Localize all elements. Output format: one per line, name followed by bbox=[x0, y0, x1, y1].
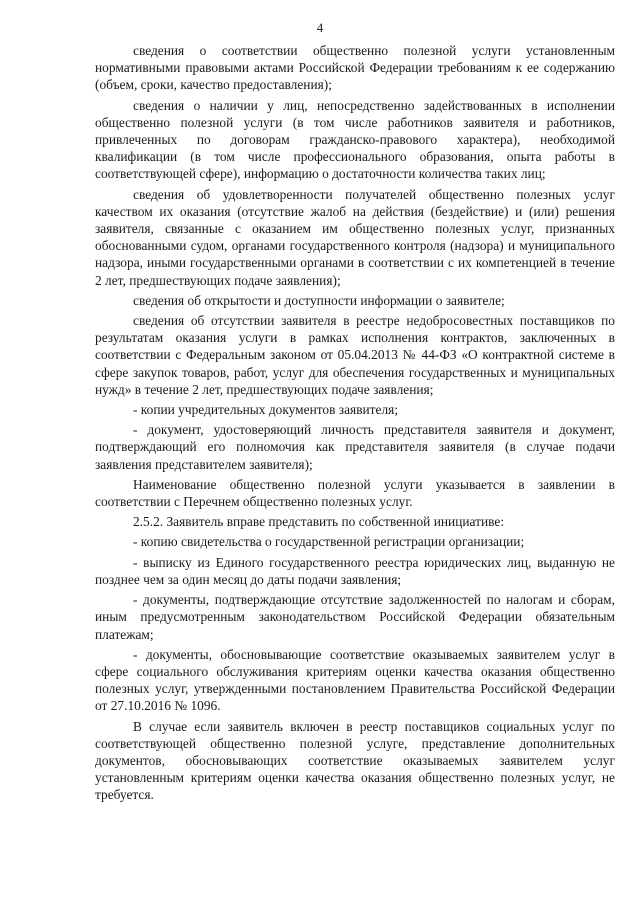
paragraph-service-name: Наименование общественно полезной услуги указывается в заявлении в соответствии с Перечнем общественно полезных услуг. bbox=[95, 476, 615, 510]
paragraph-unfair-suppliers-registry: сведения об отсутствии заявителя в реестре недобросовестных поставщиков по результатам оказания услуги в рамках исполнения контрактов, заключенных в соответствии с Федеральным законом от 05.04.2013 № 44-ФЗ «О контрактной системе в сфере закупок товаров, работ, услуг для обеспечения государственных и муниципальных нужд» в течение 2 лет, предшествующих подаче заявления; bbox=[95, 313, 615, 397]
paragraph-representative-identity: - документ, удостоверяющий личность представителя заявителя и документ, подтверждающий его полномочия как представителя заявителя (в случае подачи заявления представителем заявителя); bbox=[95, 422, 615, 472]
page-number: 4 bbox=[316, 20, 324, 35]
paragraph-registry-exemption: В случае если заявитель включен в реестр поставщиков социальных услуг по соответствующей общественно полезной услуге, представление дополнительных документов, обосновывающих соответствие оказываемых заявителем услуг установленным критериям оценки качества оказания общественно полезных услуг, не требуется. bbox=[95, 718, 615, 803]
paragraph-section-2-5-2: 2.5.2. Заявитель вправе представить по собственной инициативе: bbox=[133, 514, 505, 530]
document-body bbox=[95, 42, 615, 804]
paragraph-registration-certificate: - копию свидетельства о государственной регистрации организации; bbox=[133, 534, 525, 550]
paragraph-quality-criteria-documents: - документы, обосновывающие соответствие оказываемых заявителем услуг в сфере социального обслуживания критериям оценки качества оказания общественно полезных услуг, утвержденными постановлением Правительства Российской Федерации от 27.10.2016 № 1096. bbox=[95, 646, 615, 714]
paragraph-no-tax-debts: - документы, подтверждающие отсутствие задолженностей по налогам и сборам, иным предусмотренным законодательством Российской Федерации обязательным платежам; bbox=[95, 592, 615, 642]
paragraph-recipient-satisfaction: сведения об удовлетворенности получателей общественно полезных услуг качеством их оказания (отсутствие жалоб на действия (бездействие) и (или) решения заявителя, связанные с оказанием им общественно полезных услуг, признанных обоснованными судом, органами государственного контроля (надзора) и муниципального надзора, иными государственными органами в соответствии с их компетенцией в течение 2 лет, предшествующих подаче заявления); bbox=[95, 186, 615, 288]
paragraph-founding-documents: - копии учредительных документов заявителя; bbox=[133, 402, 399, 418]
paragraph-legal-entities-extract: - выписку из Единого государственного реестра юридических лиц, выданную не позднее чем за один месяц до даты подачи заявления; bbox=[95, 554, 615, 587]
paragraph-openness-info: сведения об открытости и доступности информации о заявителе; bbox=[133, 292, 505, 308]
paragraph-staff-qualification: сведения о наличии у лиц, непосредственно задействованных в исполнении общественно полезной услуги (в том числе работников заявителя и работников, привлеченных по договорам гражданско-правового характера), необходимой квалификации (в том числе профессионального образования, опыта работы в соответствующей сфере), информацию о достаточности количества таких лиц; bbox=[95, 97, 615, 182]
paragraph-service-compliance: сведения о соответствии общественно полезной услуги установленным нормативными правовыми актами Российской Федерации требованиям к ее содержанию (объем, сроки, качество предоставления); bbox=[95, 43, 615, 93]
